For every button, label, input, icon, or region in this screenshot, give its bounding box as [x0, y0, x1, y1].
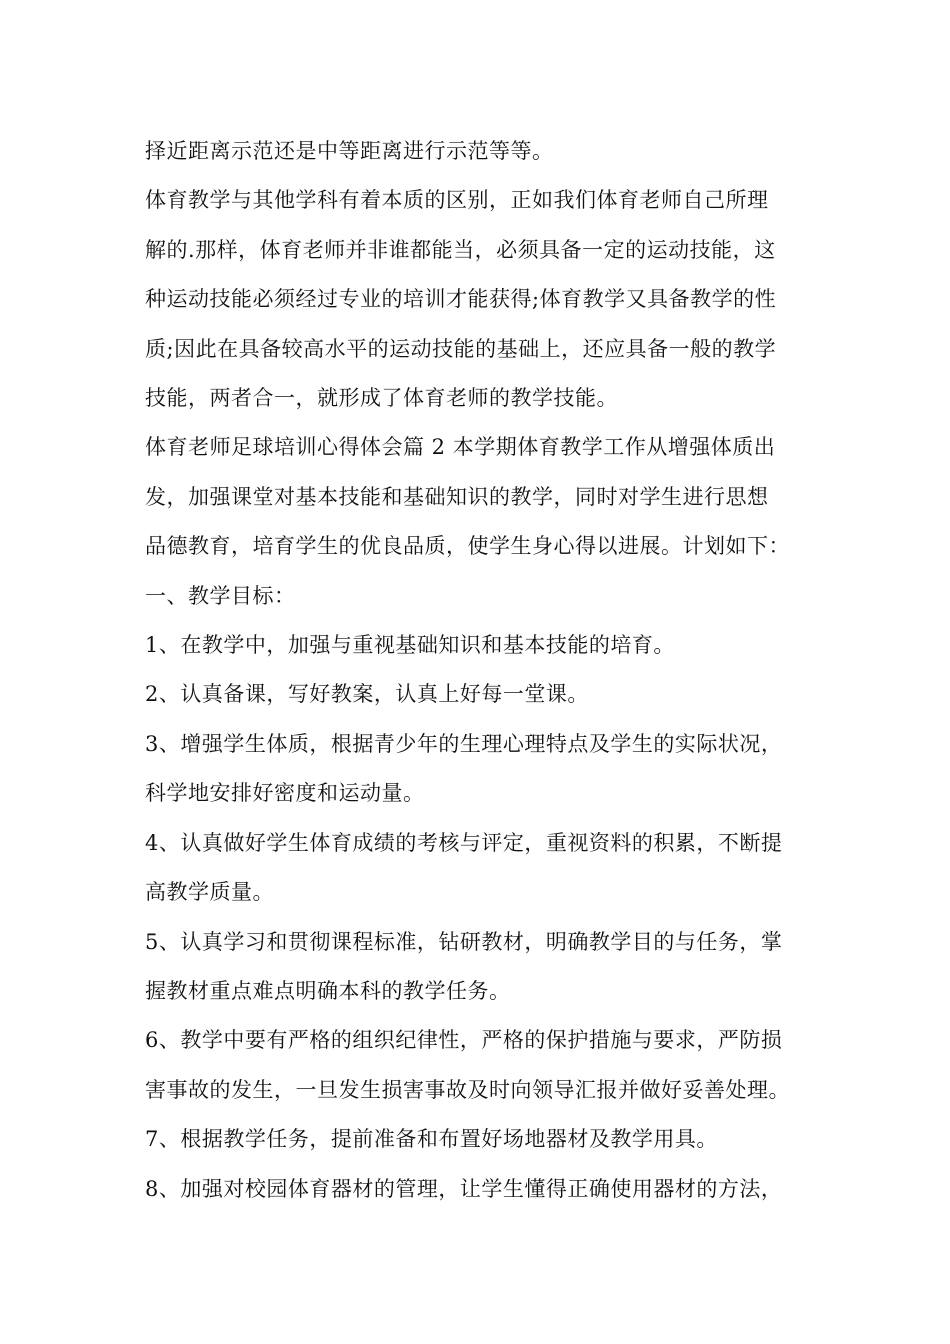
- list-item-1: [145, 621, 810, 670]
- text-line: 择近距离示范还是中等距离进行示范等等。: [145, 139, 554, 163]
- text-line: 技能，两者合一，就形成了体育老师的教学技能。: [145, 386, 618, 411]
- text-line: 种运动技能必须经过专业的培训才能获得;体育教学又具备教学的性: [145, 287, 777, 312]
- text-line: 体育老师足球培训心得体会篇 2 本学期体育教学工作从增强体质出: [145, 435, 776, 460]
- list-item-3: [145, 720, 810, 819]
- text-line: 7、根据教学任务，提前准备和布置好场地器材及教学用具。: [145, 1127, 718, 1152]
- text-line: 4、认真做好学生体育成绩的考核与评定，重视资料的积累，不断提: [145, 830, 783, 855]
- paragraph-article-2-intro: [145, 423, 810, 571]
- paragraph-continuation: [145, 127, 810, 176]
- list-item-6: [145, 1016, 810, 1115]
- text-line: 一、教学目标：: [145, 583, 296, 608]
- text-line: 8、加强对校园体育器材的管理，让学生懂得正确使用器材的方法，: [145, 1176, 783, 1201]
- list-item-2: [145, 670, 810, 719]
- list-item-5: [145, 918, 810, 1017]
- text-line: 1、在教学中，加强与重视基础知识和基本技能的培育。: [145, 633, 675, 658]
- text-line: 发，加强课堂对基本技能和基础知识的教学，同时对学生进行思想: [145, 484, 769, 509]
- list-item-7: [145, 1115, 810, 1164]
- text-line: 质;因此在具备较高水平的运动技能的基础上，还应具备一般的教学: [145, 336, 777, 361]
- text-line: 高教学质量。: [145, 880, 274, 905]
- text-line: 解的.那样，体育老师并非谁都能当，必须具备一定的运动技能，这: [145, 237, 776, 262]
- text-line: 5、认真学习和贯彻课程标准，钻研教材，明确教学目的与任务，掌: [145, 929, 783, 954]
- list-item-4: [145, 819, 810, 918]
- paragraph-teaching-skill: [145, 176, 810, 423]
- list-item-8: [145, 1165, 810, 1214]
- section-heading-goals: [145, 572, 810, 621]
- text-line: 科学地安排好密度和运动量。: [145, 781, 425, 806]
- text-line: 2、认真备课，写好教案，认真上好每一堂课。: [145, 682, 589, 707]
- document-page: [145, 127, 810, 1214]
- text-line: 6、教学中要有严格的组织纪律性，严格的保护措施与要求，严防损: [145, 1028, 783, 1053]
- text-line: 握教材重点难点明确本科的教学任务。: [145, 978, 511, 1003]
- text-line: 3、增强学生体质，根据青少年的生理心理特点及学生的实际状况，: [145, 731, 783, 756]
- text-line: 品德教育，培育学生的优良品质，使学生身心得以进展。计划如下：: [145, 534, 790, 559]
- text-line: 体育教学与其他学科有着本质的区别，正如我们体育老师自己所理: [145, 188, 769, 213]
- text-line: 害事故的发生，一旦发生损害事故及时向领导汇报并做好妥善处理。: [145, 1077, 790, 1102]
